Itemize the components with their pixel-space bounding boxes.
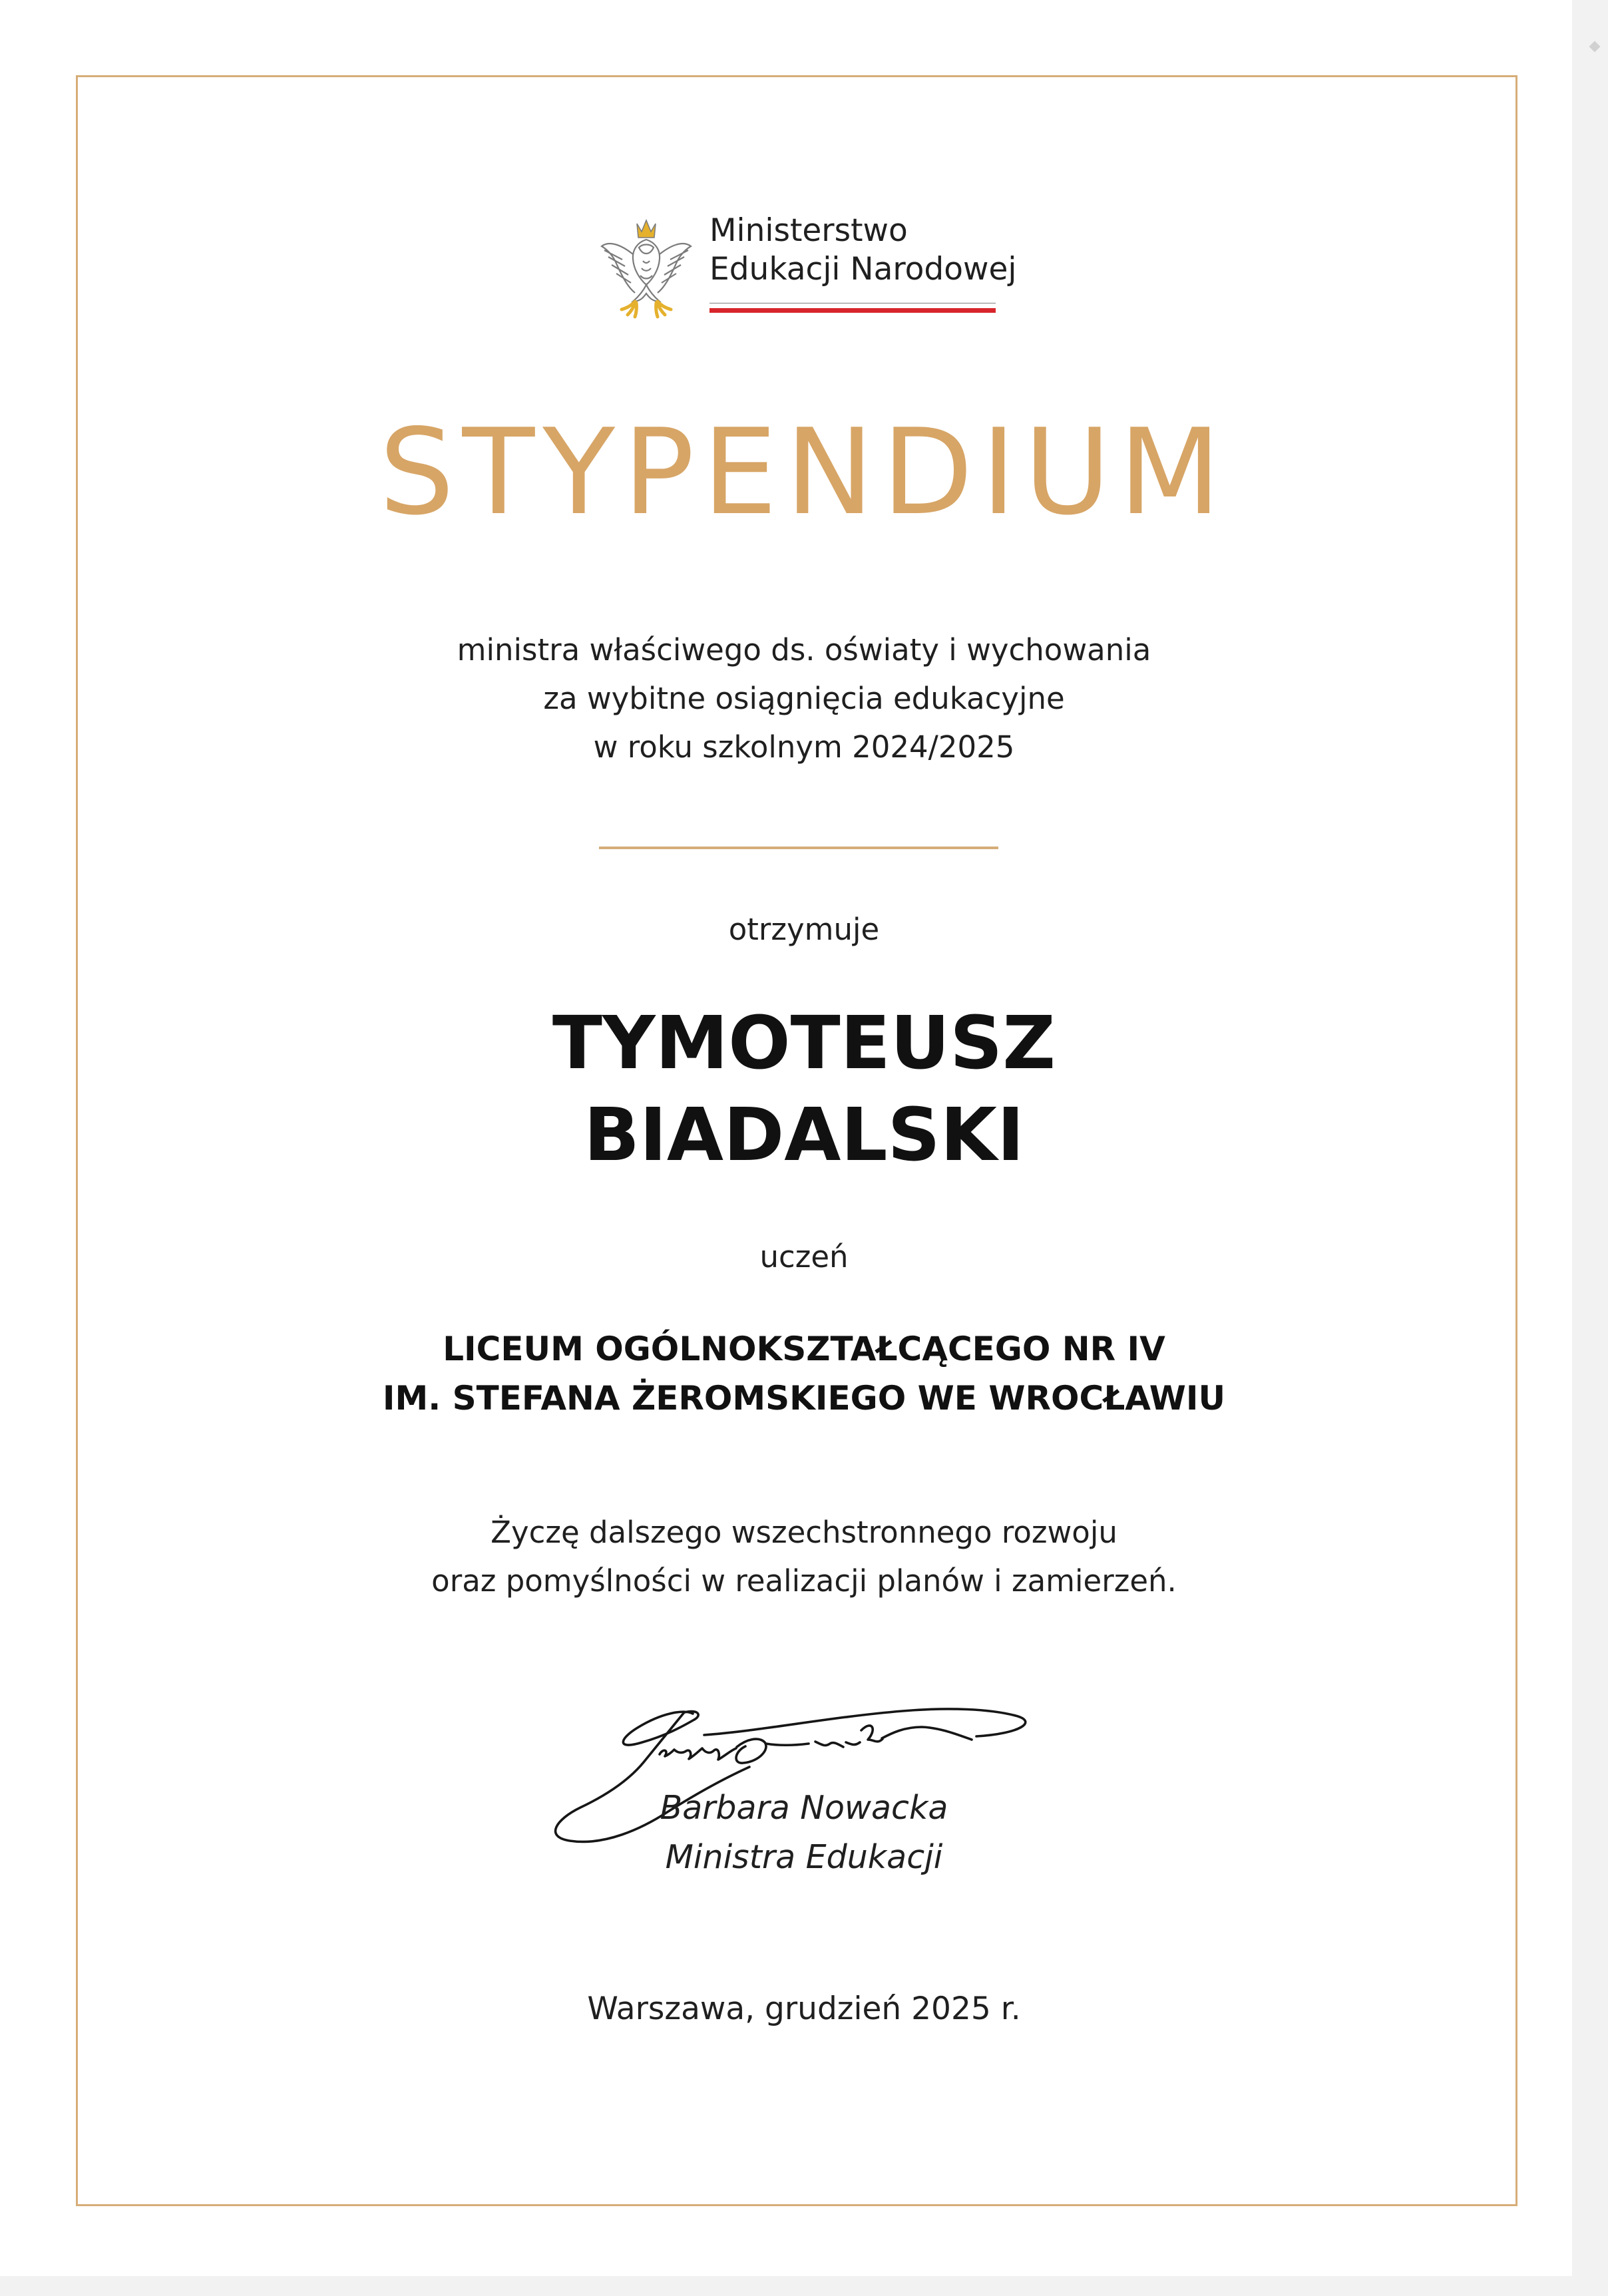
ministry-logo [596, 204, 1017, 322]
receives-label: otrzymuje [728, 912, 880, 947]
award-description-line: za wybitne osiągnięcia edukacyjne [543, 681, 1065, 716]
award-description [0, 626, 1608, 771]
award-description-line: ministra właściwego ds. oświaty i wychowania [457, 632, 1151, 668]
closing-wish-line: oraz pomyślności w realizacji planów i zamierzeń. [431, 1563, 1177, 1599]
gold-divider [599, 847, 998, 849]
closing-wish [0, 1508, 1608, 1605]
student-label: uczeń [759, 1239, 849, 1274]
signatory-title: Ministra Edukacji [665, 1838, 943, 1876]
place-and-date: Warszawa, grudzień 2025 r. [587, 1991, 1021, 2027]
ministry-name-line-2: Edukacji Narodowej [709, 251, 1017, 287]
school-name-line: IM. STEFANA ŻEROMSKIEGO WE WROCŁAWIU [382, 1379, 1226, 1418]
ministry-name [709, 212, 1016, 289]
recipient-first-name: TYMOTEUSZ [552, 1000, 1056, 1085]
recipient-name [0, 997, 1608, 1181]
signatory-name: Barbara Nowacka [660, 1789, 948, 1827]
award-description-line: w roku szkolnym 2024/2025 [593, 729, 1015, 765]
recipient-last-name: BIADALSKI [584, 1092, 1024, 1177]
logo-red-rule [709, 308, 996, 313]
school-name [0, 1324, 1608, 1423]
school-name-line: LICEUM OGÓLNOKSZTAŁCĄCEGO NR IV [443, 1330, 1165, 1368]
signatory [0, 1784, 1608, 1882]
scan-mark [1589, 41, 1601, 53]
polish-eagle-icon [596, 209, 696, 319]
certificate-title: STYPENDIUM [379, 403, 1229, 541]
ministry-name-line-1: Ministerstwo [709, 212, 908, 249]
closing-wish-line: Życzę dalszego wszechstronnego rozwoju [491, 1515, 1117, 1550]
